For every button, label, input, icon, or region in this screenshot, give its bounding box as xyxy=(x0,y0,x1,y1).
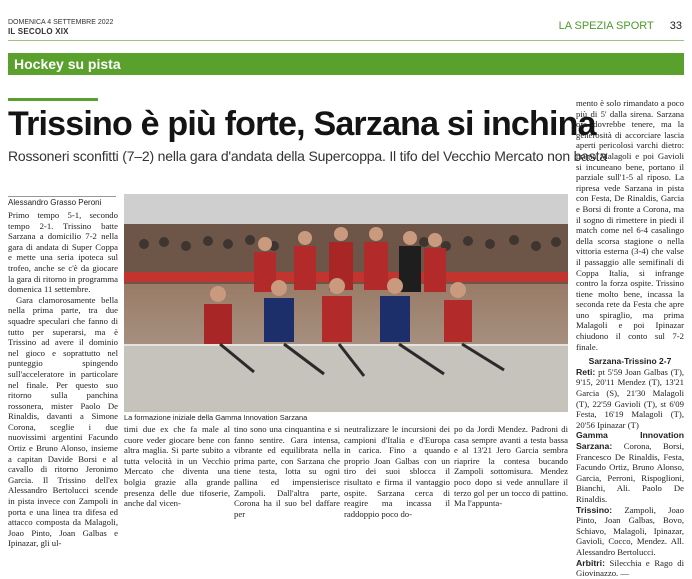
paragraph: timi due ex che fa male al cuore veder giocare bene con altra maglia. Si parte subito a tutta velocità in un Vecchio Mercato che diventa una bolgia grazie alla grande presenza delle due tifoserie, anche dal vicen- xyxy=(124,424,230,509)
masthead xyxy=(8,18,113,36)
headline-accent xyxy=(8,98,98,101)
article-column-1 xyxy=(8,210,118,549)
trissino-label: Trissino: xyxy=(576,504,613,515)
trissino-lineup xyxy=(576,505,684,558)
section-bar: Hockey su pista xyxy=(8,53,684,75)
team-photo xyxy=(124,194,568,412)
article-column-5 xyxy=(454,424,568,509)
team-photo-illustration xyxy=(124,194,568,412)
article-column-3 xyxy=(234,424,340,519)
scorers xyxy=(576,367,684,431)
trissino-text: Zampoli, Joao Pinto, Joan Galbas, Bovo, Schiavo, Malagoli, Ipinazar, Gavioli, Cocco, Mendez. All. Alessandro Bertolucci. xyxy=(576,504,684,557)
paragraph: Gara clamorosamente bella nella prima parte, tra due squadre speculari che fanno di tutto per superarsi, ma è Trissino ad avere il dominio nel gioco e soprattutto nel punteggio spingendo sull'acceleratore in particolare nel finale. Per questo suo ritorno sulla panchina rossonera, mister Paolo De Rinaldis, davanti a Simone Corona, sceglie i due nuovissimi argentini Facundo Ortiz e Bruno Alonso, insieme a capitan Davide Borsi e al cavallo di ritorno Jeronimo Garcia. Il Trissino dell'ex Alessandro Bertolucci scende in pista invece con Zampoli in porta e una linea tra difesa ed attacco composta da Malagoli, Joao Pinto, Joan Galbas e Ipinazar, gli ul- xyxy=(8,294,118,549)
paragraph: mento è solo rimandato a poco più di 5' dalla sirena. Sarzana ora dovrebbe tenere, ma la generosità di accorciare lascia aperti pericolosi varchi dietro: prima Malagoli e poi Gavioli si incuneano bene, portano il parziale sull'1-5 al riposo. La ripresa vede Sarzana in pista con Festa, De Rinaldis, Garcia e Borsi di fronte a Corona, ma il sogno di rimettere in piedi il match come nel 6-4 casalingo della scorsa stagione o nella vittoria esterna (3-4) che valse il passaggio alle semifinali di Coppa Italia, si infrange contro la forza ospite. Trissino tiene molto bene, incassa la seconda rete da Festa che apre uno spiraglio, ma prima Malagoli e poi Ipinazar chiudono il conto sul 7-2 finale. xyxy=(576,98,684,352)
header-rule xyxy=(8,40,684,41)
match-box-title: Sarzana-Trissino 2-7 xyxy=(588,356,672,367)
sarzana-label: Gamma Innovation Sarzana: xyxy=(576,430,684,451)
issue-date: DOMENICA 4 SETTEMBRE 2022 xyxy=(8,19,114,26)
match-box xyxy=(576,356,684,578)
byline: Alessandro Grasso Peroni xyxy=(8,196,116,207)
referees-label: Arbitri: xyxy=(576,557,605,568)
scorers-text: pt 5'59 Joan Galbas (T), 9'15, 20'11 Mendez (T), 13'21 Garcia (S), 21'30 Malagoli (T), 22'59 Gavioli (T), st 6'09 Festa, 16'19 Malagoli (T), 20'56 Ipinazar (T) xyxy=(576,366,685,430)
page-number: 33 xyxy=(669,20,682,32)
referees-text: Silecchia e Rago di Giovinazzo. — xyxy=(576,557,684,579)
paragraph: Primo tempo 5-1, secondo tempo 2-1. Trissino batte Sarzana a domicilio 7-2 nella gara di andata di Super Coppa e mette una seria ipoteca sul trofeo, anche se c'è da giocare la gara di ritorno in programma domenica 11 settembre. xyxy=(8,210,118,295)
subheadline: Rossoneri sconfitti (7–2) nella gara d'andata della Supercoppa. Il tifo del Vecchio Mercato non basta xyxy=(8,148,607,164)
photo-caption: La formazione iniziale della Gamma Innovation Sarzana xyxy=(124,413,308,422)
page-header-right xyxy=(559,20,682,32)
sarzana-lineup xyxy=(576,430,684,504)
article-column-4 xyxy=(344,424,450,519)
article-column-2 xyxy=(124,424,230,509)
publication-name: IL SECOLO XIX xyxy=(8,27,69,36)
paragraph: neutralizzare le incursioni dei campioni d'Italia e d'Europa in carica. Fino a quando proprio Joan Galbas con un tiro dei suoi sblocca il risultato e firma il vantaggio ospite. Sarzana cerca di reagire ma incassa il raddoppio poco do- xyxy=(344,424,450,519)
paragraph: po da Jordi Mendez. Padroni di casa sempre avanti a testa bassa e al 13'21 Jero Garcia sembra riaprire la contesa bucando Zampoli sottomisura. Mendez poco dopo si vede annullare il terzo gol per un tocco di pattino. Ma l'appunta- xyxy=(454,424,568,509)
referees xyxy=(576,558,684,579)
scorers-label: Reti: xyxy=(576,366,596,377)
sarzana-text: Corona, Borsi, Francesco De Rinaldis, Festa, Facundo Ortiz, Bruno Alonso, Garcia, Perroni, Rispoglioni, Bianchi, Ali. Paolo De Rinaldis. xyxy=(576,441,684,504)
paragraph: tino sono una cinquantina e si fanno sentire. Gara intensa, vibrante ed equilibrata nella prima parte, con Sarzana che tiene testa, lotta su ogni pallina ed impensierisce Zampoli. Dall'altra parte, Corona ha il suo bel daffare per xyxy=(234,424,340,519)
section-label: LA SPEZIA SPORT xyxy=(558,20,654,32)
headline: Trissino è più forte, Sarzana si inchina xyxy=(8,105,596,143)
article-column-6 xyxy=(576,98,684,579)
